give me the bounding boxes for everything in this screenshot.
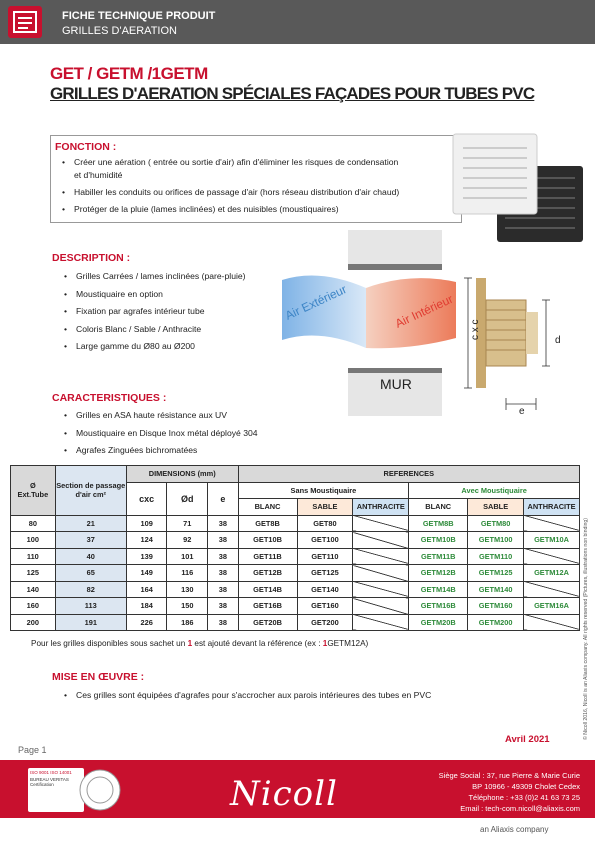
header-sans-moustiquaire: Sans Moustiquaire bbox=[238, 482, 409, 499]
table-row bbox=[11, 598, 580, 615]
cell-b: GET11B bbox=[238, 548, 297, 565]
header-blanc: BLANC bbox=[238, 499, 297, 516]
caracteristiques-item: • Agrafes Zinguées bichromatées bbox=[62, 446, 342, 464]
cell-b: GET20B bbox=[238, 614, 297, 631]
header-sable: SABLE bbox=[468, 499, 524, 516]
mise-title: MISE EN ŒUVRE : bbox=[52, 671, 145, 683]
cell-a bbox=[353, 598, 409, 615]
cell-ma: GETM16A bbox=[524, 598, 580, 615]
footer-email: Email : tech-com.nicoll@aliaxis.com bbox=[460, 804, 580, 813]
cell-ms: GETM125 bbox=[468, 565, 524, 582]
cell-sa: GET110 bbox=[297, 548, 353, 565]
cell-d: 125 bbox=[11, 565, 56, 582]
cell-mb: GETM12B bbox=[409, 565, 468, 582]
d-label: d bbox=[555, 335, 561, 346]
table-row bbox=[11, 515, 580, 532]
certification-logo: ISO 9001 ISO 14001 BUREAU VERITAS Certification bbox=[28, 768, 84, 812]
header-od: Ød bbox=[167, 482, 208, 515]
description-list bbox=[62, 272, 282, 360]
cell-e: 38 bbox=[208, 548, 238, 565]
document-icon bbox=[8, 6, 42, 38]
references-table bbox=[10, 465, 580, 631]
cell-e: 38 bbox=[208, 515, 238, 532]
header-anthracite: ANTHRACITE bbox=[524, 499, 580, 516]
cell-d: 100 bbox=[11, 532, 56, 549]
table-row bbox=[11, 548, 580, 565]
caracteristiques-item: • Moustiquaire en Disque Inox métal déployé 304 bbox=[62, 429, 342, 447]
cell-od: 71 bbox=[167, 515, 208, 532]
cell-ms: GETM100 bbox=[468, 532, 524, 549]
description-item: • Fixation par agrafes intérieur tube bbox=[62, 307, 282, 325]
header-diameter: Ø Ext.Tube bbox=[11, 466, 56, 516]
installation-diagram bbox=[280, 228, 580, 418]
description-item: • Coloris Blanc / Sable / Anthracite bbox=[62, 325, 282, 343]
nicoll-logo: Nicoll bbox=[230, 774, 338, 814]
cell-b: GET12B bbox=[238, 565, 297, 582]
cell-e: 38 bbox=[208, 581, 238, 598]
cell-ms: GETM80 bbox=[468, 515, 524, 532]
cell-s: 37 bbox=[55, 532, 126, 549]
cell-e: 38 bbox=[208, 565, 238, 582]
mise-item: • Ces grilles sont équipées d'agrafes pour s'accrocher aux parois intérieures des tubes en PVC bbox=[62, 691, 522, 700]
cell-e: 38 bbox=[208, 614, 238, 631]
fonction-item: • Créer une aération ( entrée ou sortie d'air) afin d'éliminer les risques de condensation et d'humidité bbox=[60, 156, 400, 182]
caracteristiques-item: • Grilles en ASA haute résistance aux UV bbox=[62, 411, 342, 429]
cell-s: 40 bbox=[55, 548, 126, 565]
cell-od: 150 bbox=[167, 598, 208, 615]
cell-b: GET10B bbox=[238, 532, 297, 549]
page-number: Page 1 bbox=[18, 745, 47, 755]
air-exterieur-label: Air Extérieur bbox=[283, 282, 349, 323]
cell-ms: GETM200 bbox=[468, 614, 524, 631]
cell-mb: GETM8B bbox=[409, 515, 468, 532]
fonction-item: • Habiller les conduits ou orifices de passage d'air (hors réseau distribution d'air chaud) bbox=[60, 186, 474, 199]
header-title: FICHE TECHNIQUE PRODUIT bbox=[62, 10, 216, 22]
cell-ms: GETM140 bbox=[468, 581, 524, 598]
cell-s: 21 bbox=[55, 515, 126, 532]
cell-a bbox=[353, 581, 409, 598]
table-row bbox=[11, 565, 580, 582]
mur-label: MUR bbox=[380, 376, 412, 392]
header-sable: SABLE bbox=[297, 499, 353, 516]
cell-e: 38 bbox=[208, 532, 238, 549]
cell-od: 130 bbox=[167, 581, 208, 598]
header-references: REFERENCES bbox=[238, 466, 579, 483]
cell-c: 139 bbox=[126, 548, 167, 565]
cxc-label: c x c bbox=[470, 319, 481, 340]
description-item: • Moustiquaire en option bbox=[62, 290, 282, 308]
cell-a bbox=[353, 532, 409, 549]
header-bar bbox=[0, 0, 595, 44]
description-item: • Grilles Carrées / lames inclinées (pare-pluie) bbox=[62, 272, 282, 290]
header-avec-moustiquaire: Avec Moustiquaire bbox=[409, 482, 580, 499]
footer-phone: Téléphone : +33 (0)2 41 63 73 25 bbox=[468, 793, 580, 802]
table-row bbox=[11, 532, 580, 549]
cell-mb: GETM10B bbox=[409, 532, 468, 549]
cell-d: 160 bbox=[11, 598, 56, 615]
e-label: e bbox=[519, 406, 525, 417]
cell-d: 200 bbox=[11, 614, 56, 631]
cell-s: 65 bbox=[55, 565, 126, 582]
cell-mb: GETM16B bbox=[409, 598, 468, 615]
fonction-list bbox=[60, 156, 400, 221]
copyright: © Nicoll 2016, Nicoll is an Aliaxis company. All rights reserved (Pictures, illustrations non binding) bbox=[583, 518, 589, 740]
caracteristiques-title: CARACTERISTIQUES : bbox=[52, 392, 167, 404]
cell-ma bbox=[524, 548, 580, 565]
cell-sa: GET200 bbox=[297, 614, 353, 631]
cell-b: GET8B bbox=[238, 515, 297, 532]
cell-mb: GETM11B bbox=[409, 548, 468, 565]
cell-d: 110 bbox=[11, 548, 56, 565]
aliaxis-tagline: an Aliaxis company bbox=[480, 825, 549, 834]
caracteristiques-list bbox=[62, 411, 342, 464]
cell-sa: GET125 bbox=[297, 565, 353, 582]
cell-a bbox=[353, 565, 409, 582]
cell-od: 116 bbox=[167, 565, 208, 582]
cell-c: 164 bbox=[126, 581, 167, 598]
header-e: e bbox=[208, 482, 238, 515]
header-section: Section de passage d'air cm² bbox=[55, 466, 126, 516]
header-anthracite: ANTHRACITE bbox=[353, 499, 409, 516]
cell-ma bbox=[524, 581, 580, 598]
cell-mb: GETM14B bbox=[409, 581, 468, 598]
fonction-item: • Protéger de la pluie (lames inclinées) et des nuisibles (moustiquaires) bbox=[60, 203, 400, 216]
cell-c: 109 bbox=[126, 515, 167, 532]
mise-list bbox=[62, 691, 522, 700]
cell-mb: GETM20B bbox=[409, 614, 468, 631]
cell-s: 113 bbox=[55, 598, 126, 615]
cell-c: 149 bbox=[126, 565, 167, 582]
cell-sa: GET160 bbox=[297, 598, 353, 615]
cell-od: 101 bbox=[167, 548, 208, 565]
cell-s: 191 bbox=[55, 614, 126, 631]
header-blanc: BLANC bbox=[409, 499, 468, 516]
cell-s: 82 bbox=[55, 581, 126, 598]
fonction-title: FONCTION : bbox=[55, 141, 117, 153]
header-dimensions: DIMENSIONS (mm) bbox=[126, 466, 238, 483]
header-cxc: cxc bbox=[126, 482, 167, 515]
cell-b: GET16B bbox=[238, 598, 297, 615]
cell-ms: GETM110 bbox=[468, 548, 524, 565]
product-title: GRILLES D'AERATION SPÉCIALES FAÇADES POUR TUBES PVC bbox=[50, 84, 535, 103]
air-interieur-label: Air Intérieur bbox=[393, 291, 456, 331]
cell-ma bbox=[524, 614, 580, 631]
description-title: DESCRIPTION : bbox=[52, 252, 131, 264]
cell-c: 226 bbox=[126, 614, 167, 631]
cell-a bbox=[353, 548, 409, 565]
table-row bbox=[11, 614, 580, 631]
description-item: • Large gamme du Ø80 au Ø200 bbox=[62, 342, 282, 360]
cell-ma bbox=[524, 515, 580, 532]
date: Avril 2021 bbox=[505, 734, 550, 745]
cell-c: 124 bbox=[126, 532, 167, 549]
cell-a bbox=[353, 515, 409, 532]
header-subtitle: GRILLES D'AERATION bbox=[62, 25, 177, 37]
cell-ms: GETM160 bbox=[468, 598, 524, 615]
cell-sa: GET100 bbox=[297, 532, 353, 549]
cell-c: 184 bbox=[126, 598, 167, 615]
table-note: Pour les grilles disponibles sous sachet un 1 est ajouté devant la référence (ex : 1GETM12A) bbox=[31, 639, 369, 648]
footer-address-2: BP 10966 - 49309 Cholet Cedex bbox=[472, 782, 580, 791]
footer-address-1: Siège Social : 37, rue Pierre & Marie Curie bbox=[438, 771, 580, 780]
table-row bbox=[11, 581, 580, 598]
product-codes: GET / GETM /1GETM bbox=[50, 64, 208, 83]
cell-sa: GET80 bbox=[297, 515, 353, 532]
cell-od: 92 bbox=[167, 532, 208, 549]
cell-d: 140 bbox=[11, 581, 56, 598]
bureau-veritas-seal bbox=[78, 768, 122, 812]
cell-od: 186 bbox=[167, 614, 208, 631]
cell-ma: GETM12A bbox=[524, 565, 580, 582]
cell-d: 80 bbox=[11, 515, 56, 532]
cell-a bbox=[353, 614, 409, 631]
cell-ma: GETM10A bbox=[524, 532, 580, 549]
cell-b: GET14B bbox=[238, 581, 297, 598]
cell-e: 38 bbox=[208, 598, 238, 615]
cell-sa: GET140 bbox=[297, 581, 353, 598]
